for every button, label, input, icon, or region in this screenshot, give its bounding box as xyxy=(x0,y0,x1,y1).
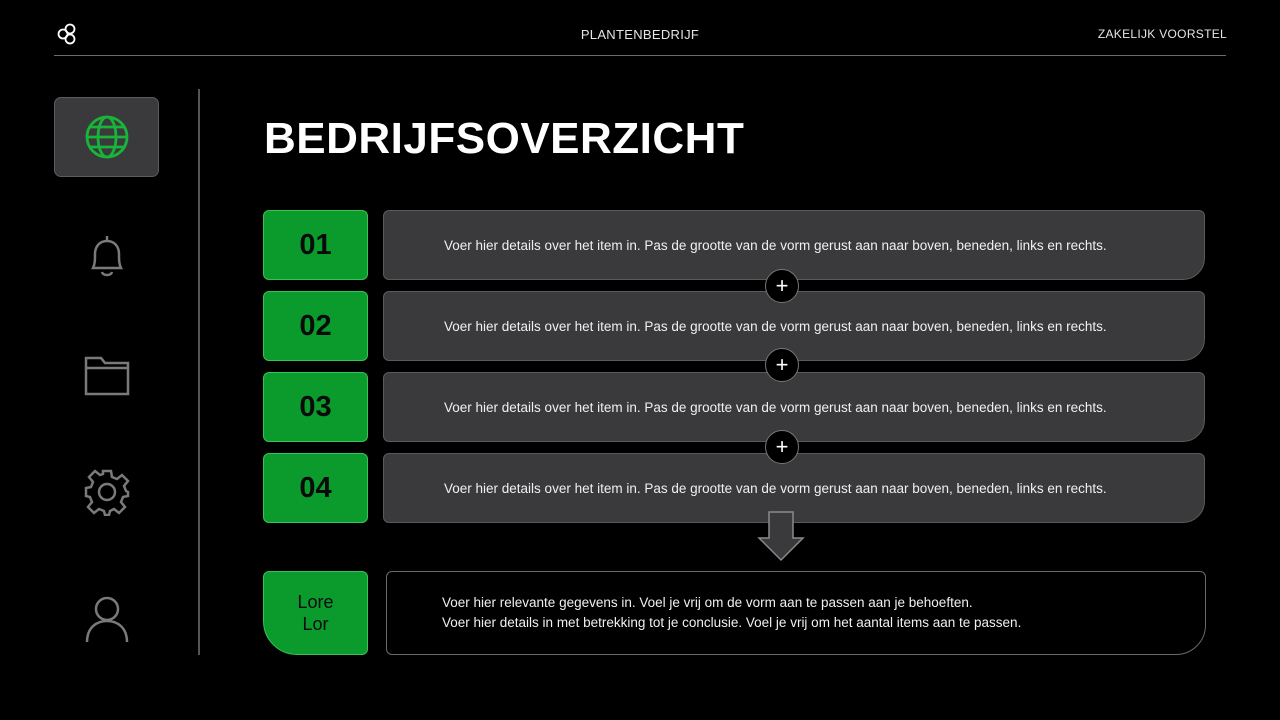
page-title: BEDRIJFSOVERZICHT xyxy=(264,114,745,163)
item-number: 01 xyxy=(263,210,368,280)
item-detail[interactable]: Voer hier details over het item in. Pas de grootte van de vorm gerust aan naar boven, beneden, links en rechts. xyxy=(383,291,1205,361)
conclusion-badge xyxy=(263,571,368,655)
sidebar-divider xyxy=(198,89,200,655)
conclusion-line1: Voer hier relevante gegevens in. Voel je vrij om de vorm aan te passen aan je behoeften. xyxy=(442,595,973,610)
conclusion-badge-line2: Lor xyxy=(302,614,329,634)
item-number: 04 xyxy=(263,453,368,523)
item-detail[interactable]: Voer hier details over het item in. Pas de grootte van de vorm gerust aan naar boven, beneden, links en rechts. xyxy=(383,453,1205,523)
plus-icon: + xyxy=(765,430,799,464)
folder-icon xyxy=(83,350,131,398)
brand-name: PLANTENBEDRIJF xyxy=(580,27,700,42)
sidebar-item-globe[interactable] xyxy=(54,97,159,177)
sidebar-item-files[interactable] xyxy=(54,334,159,414)
sidebar-item-settings[interactable] xyxy=(54,452,159,532)
sidebar-item-profile[interactable] xyxy=(54,578,159,658)
conclusion-line2: Voer hier details in met betrekking tot je conclusie. Voel je vrij om het aantal items aan te passen. xyxy=(442,615,1022,630)
item-number: 03 xyxy=(263,372,368,442)
item-detail[interactable]: Voer hier details over het item in. Pas de grootte van de vorm gerust aan naar boven, beneden, links en rechts. xyxy=(383,372,1205,442)
conclusion-badge-line1: Lore xyxy=(297,592,334,612)
sidebar-item-notifications[interactable] xyxy=(54,216,159,296)
arrow-down-icon xyxy=(757,510,805,562)
globe-icon xyxy=(83,113,131,161)
item-number: 02 xyxy=(263,291,368,361)
header-divider xyxy=(54,55,1226,56)
bell-icon xyxy=(83,232,131,280)
plus-icon: + xyxy=(765,269,799,303)
gear-icon xyxy=(83,468,131,516)
header-subtitle: ZAKELIJK VOORSTEL xyxy=(1097,27,1227,41)
user-icon xyxy=(83,594,131,642)
conclusion-box[interactable] xyxy=(386,571,1206,655)
plus-icon: + xyxy=(765,348,799,382)
item-detail[interactable]: Voer hier details over het item in. Pas de grootte van de vorm gerust aan naar boven, beneden, links en rechts. xyxy=(383,210,1205,280)
